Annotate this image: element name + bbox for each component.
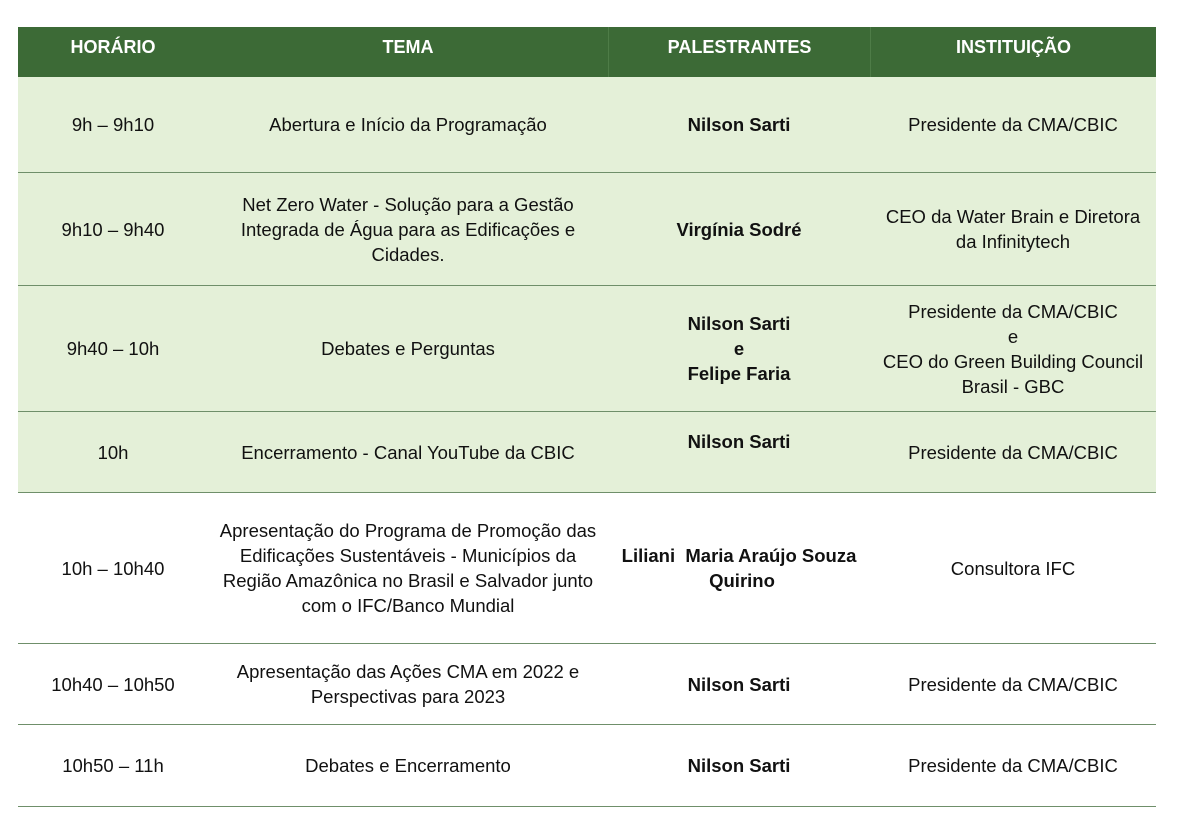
- speaker-line: Nilson Sarti: [687, 755, 791, 776]
- institution-line: Presidente da CMA/CBIC: [908, 441, 1118, 463]
- header-institution: INSTITUIÇÃO: [870, 27, 1156, 77]
- table-header: [18, 27, 1156, 77]
- header-time: HORÁRIO: [70, 36, 156, 57]
- row-institution: [870, 77, 1156, 172]
- row-theme: [208, 644, 608, 724]
- schedule-table: [18, 27, 1156, 807]
- institution-line: CEO da Water Brain e Diretora: [885, 206, 1141, 227]
- theme-line: Cidades.: [371, 243, 445, 265]
- speaker-line: Virgínia Sodré: [676, 218, 802, 240]
- row-time: 9h40 – 10h: [66, 338, 160, 359]
- theme-line: Região Amazônica no Brasil e Salvador junto: [222, 570, 594, 591]
- institution-line: Brasil - GBC: [961, 375, 1065, 397]
- table-row: [18, 286, 1156, 412]
- institution-line: Presidente da CMA/CBIC: [908, 114, 1118, 135]
- row-time: 10h – 10h40: [61, 557, 165, 579]
- row-theme: [208, 173, 608, 285]
- row-institution: [870, 493, 1156, 643]
- row-theme: [208, 286, 608, 411]
- row-theme: [208, 493, 608, 643]
- institution-line: CEO do Green Building Council: [882, 350, 1144, 372]
- speaker-line: Liliani Maria Araújo Souza: [621, 545, 857, 566]
- row-theme: [208, 725, 608, 806]
- row-theme: [208, 77, 608, 172]
- row-institution: [870, 644, 1156, 724]
- header-speakers: PALESTRANTES: [608, 27, 870, 77]
- theme-line: Apresentação do Programa de Promoção das: [219, 520, 597, 541]
- row-institution: [870, 286, 1156, 411]
- speaker-line: Felipe Faria: [687, 363, 791, 384]
- table-row: [18, 173, 1156, 286]
- theme-line: Apresentação das Ações CMA em 2022 e: [236, 661, 580, 682]
- table-row: [18, 493, 1156, 644]
- row-institution: [870, 173, 1156, 285]
- row-speakers: [608, 173, 870, 285]
- institution-line: e: [1007, 325, 1019, 347]
- table-row: [18, 644, 1156, 725]
- theme-line: com o IFC/Banco Mundial: [301, 595, 515, 616]
- row-institution: [870, 412, 1156, 492]
- speaker-line: Nilson Sarti: [687, 114, 791, 135]
- institution-line: Presidente da CMA/CBIC: [908, 673, 1118, 695]
- header-theme: TEMA: [382, 36, 434, 57]
- theme-line: Debates e Encerramento: [305, 755, 511, 776]
- theme-line: Debates e Perguntas: [321, 338, 495, 359]
- row-time: 10h40 – 10h50: [51, 673, 175, 695]
- institution-line: Presidente da CMA/CBIC: [908, 300, 1118, 322]
- table-row: [18, 77, 1156, 173]
- speaker-line: Quirino: [709, 570, 775, 591]
- speaker-line: e: [733, 338, 745, 359]
- row-speakers: [608, 286, 870, 411]
- row-speakers: [608, 644, 870, 724]
- institution-line: Presidente da CMA/CBIC: [908, 755, 1118, 776]
- row-speakers: [608, 725, 870, 806]
- row-speakers: [608, 77, 870, 172]
- theme-line: Integrada de Água para as Edificações e: [240, 218, 576, 240]
- institution-line: Consultora IFC: [950, 557, 1076, 579]
- row-theme: [208, 412, 608, 492]
- theme-line: Net Zero Water - Solução para a Gestão: [242, 193, 574, 215]
- speaker-line: Nilson Sarti: [687, 673, 791, 695]
- speaker-line: Nilson Sarti: [687, 431, 791, 452]
- row-time: 10h50 – 11h: [62, 755, 164, 776]
- theme-line: Encerramento - Canal YouTube da CBIC: [241, 441, 575, 463]
- row-institution: [870, 725, 1156, 806]
- theme-line: Perspectivas para 2023: [310, 686, 506, 707]
- row-speakers: [608, 493, 870, 643]
- row-time: 9h – 9h10: [71, 114, 155, 135]
- table-row: [18, 412, 1156, 493]
- row-time: 9h10 – 9h40: [61, 218, 165, 240]
- row-speakers: [608, 412, 870, 492]
- theme-line: Abertura e Início da Programação: [269, 114, 547, 135]
- institution-line: da Infinitytech: [955, 231, 1071, 252]
- row-time: 10h: [97, 441, 129, 463]
- theme-line: Edificações Sustentáveis - Municípios da: [239, 545, 577, 566]
- speaker-line: Nilson Sarti: [687, 313, 791, 334]
- table-row: [18, 725, 1156, 807]
